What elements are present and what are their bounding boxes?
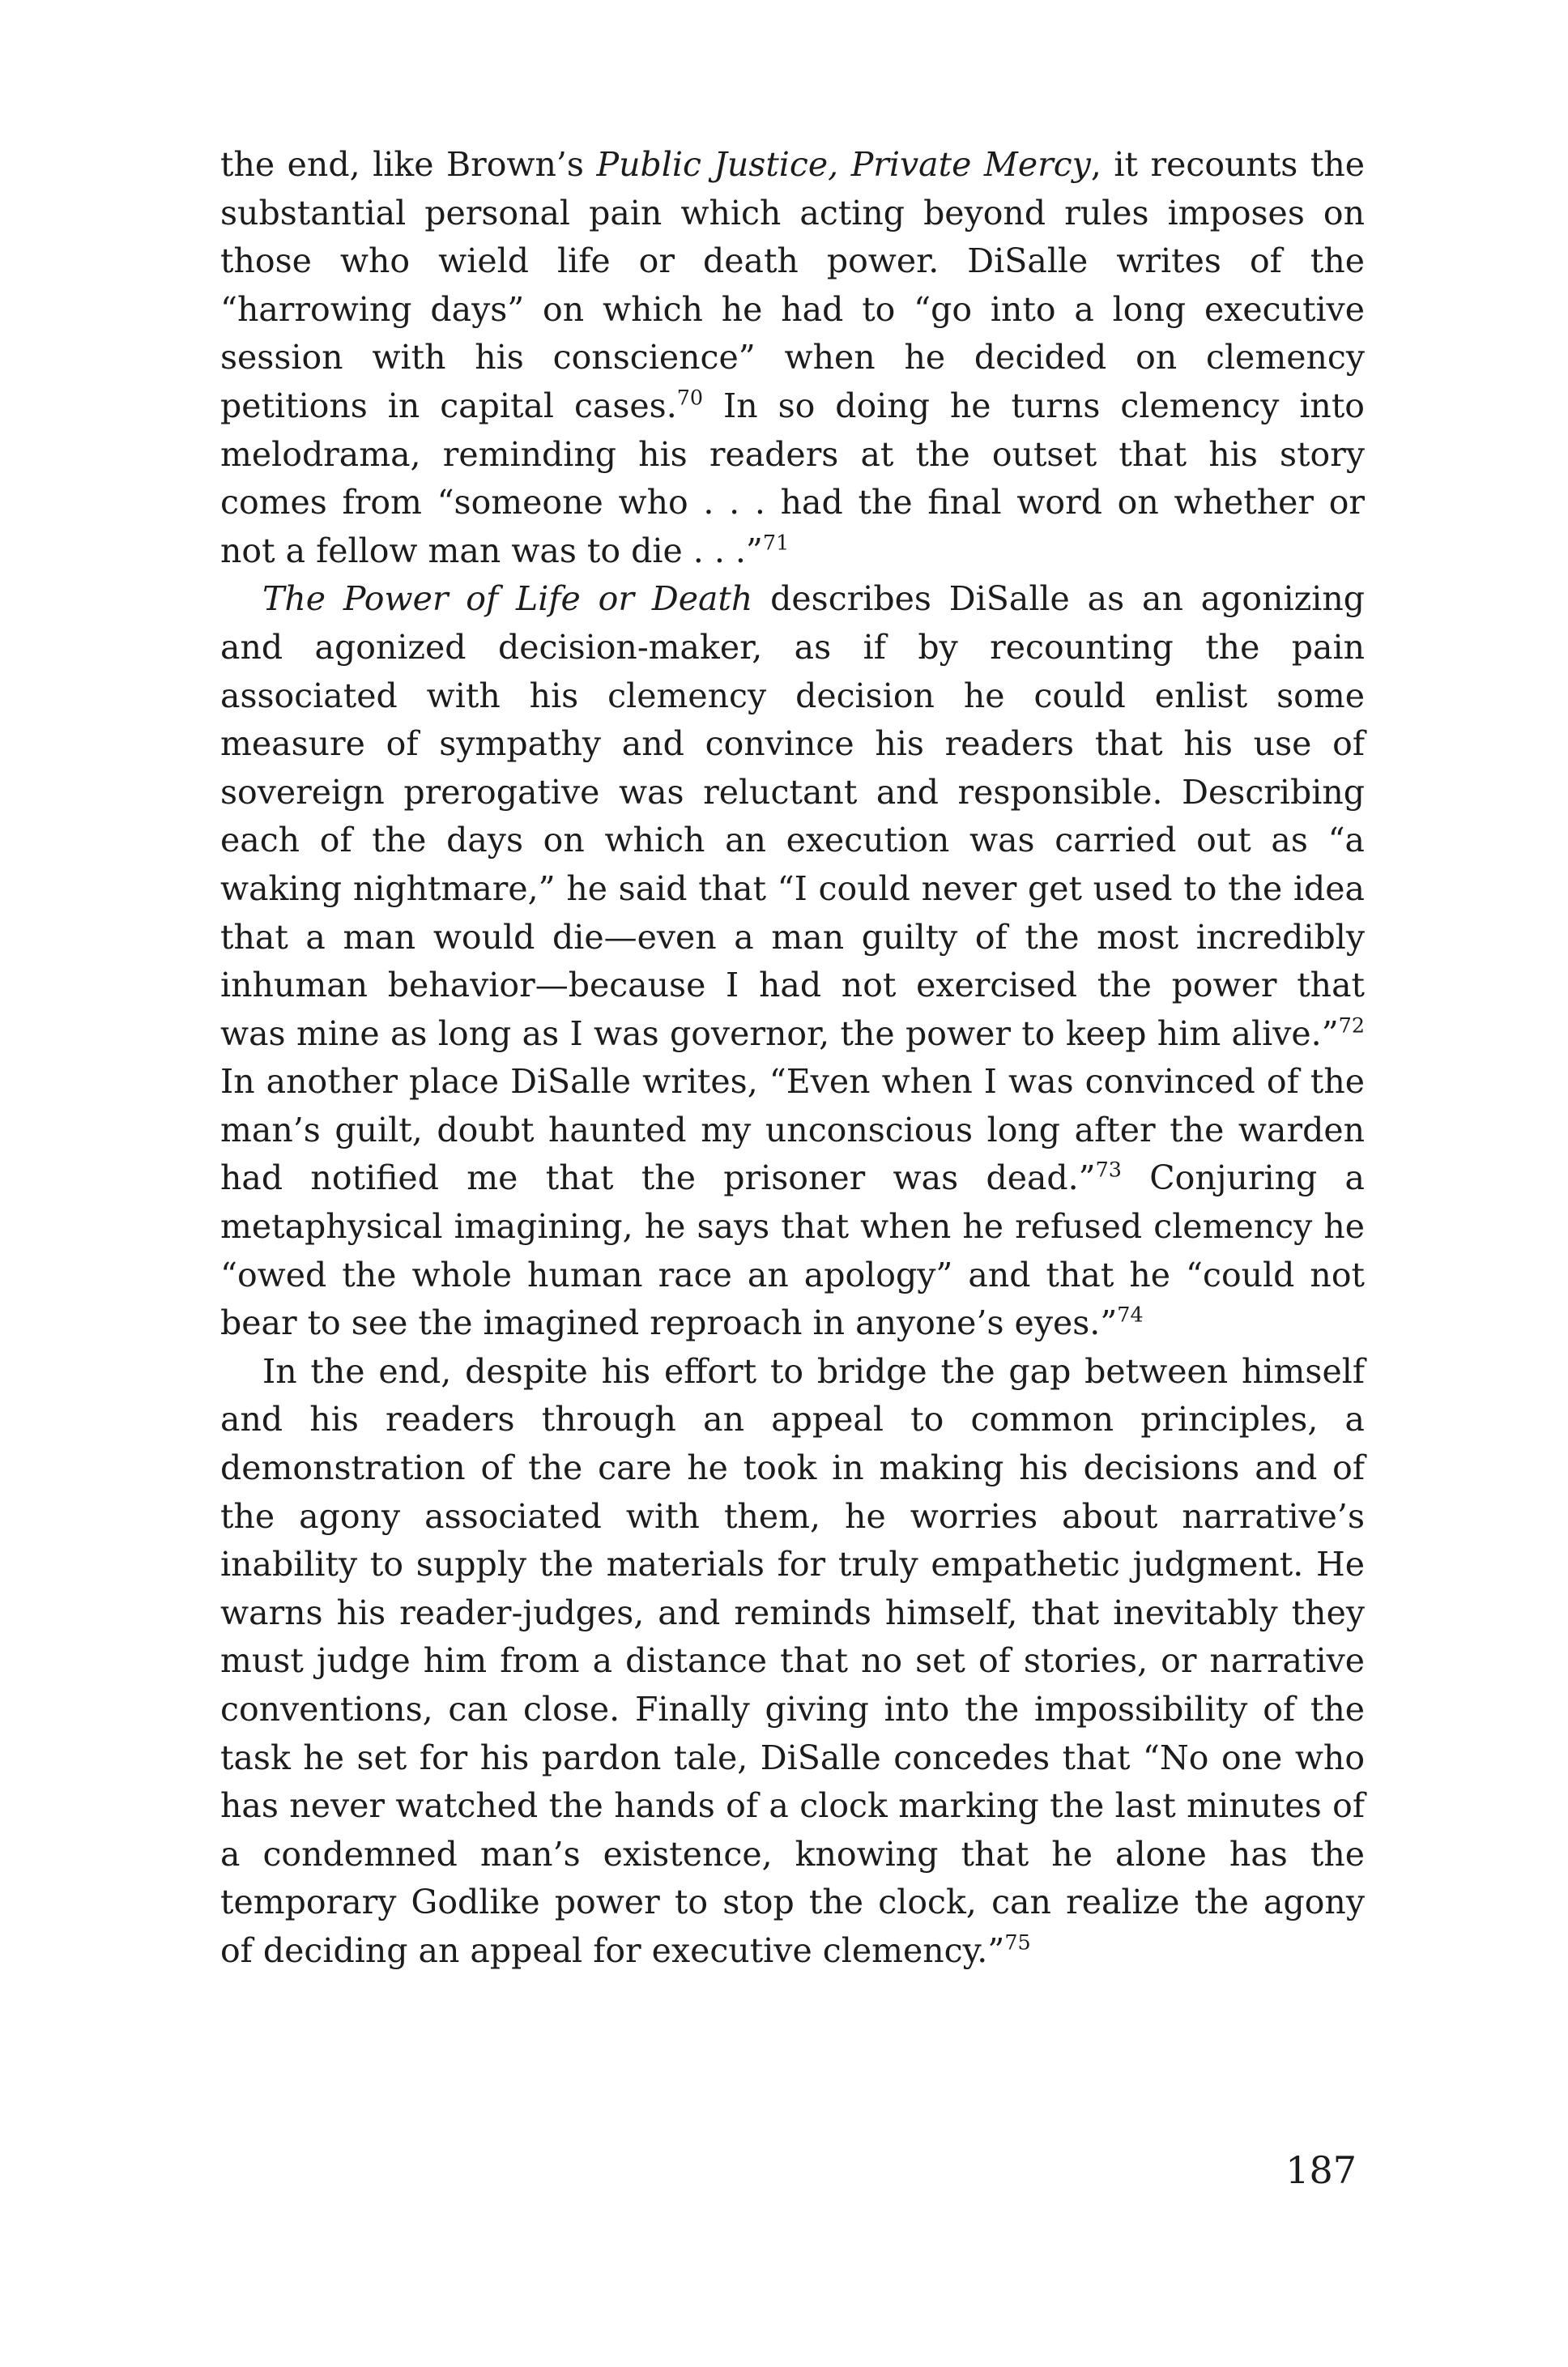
text-run: Conjuring a metaphysical imagining, he says that when he refused clemency he “owed the whole human race an apology” and that he “could not bear to see the imagined reproach in anyone’s eyes.” bbox=[220, 1158, 1365, 1343]
text-run: In another place DiSalle writes, “Even when I was convinced of the man’s guilt, doubt haunted my unconscious long after the warden had notified me that the prisoner was dead.” bbox=[220, 1062, 1365, 1198]
paragraph-2 bbox=[220, 575, 1365, 1348]
text-run: In so doing he turns clemency into melodrama, reminding his readers at the outset that his story comes from “someone who . . . had the final word on whether or not a fellow man was to die . . .” bbox=[220, 386, 1365, 570]
text-run: the end, like Brown’s bbox=[220, 145, 597, 184]
footnote-ref-73: 73 bbox=[1095, 1157, 1122, 1182]
paragraph-1 bbox=[220, 141, 1365, 575]
paragraph-3 bbox=[220, 1348, 1365, 1976]
footnote-ref-72: 72 bbox=[1338, 1012, 1365, 1037]
footnote-ref-74: 74 bbox=[1117, 1302, 1144, 1327]
book-title-power-of-life-or-death: The Power of Life or Death bbox=[262, 579, 753, 619]
footnote-ref-70: 70 bbox=[676, 385, 704, 410]
text-run: In the end, despite his effort to bridge the gap between himself and his readers through an appeal to common principles, a demonstration of the care he took in making his decisions and of the agony associated with them, he worries about narrative’s inability to supply the materials for truly empathetic judgment. He warns his reader-judges, and reminds himself, that inevitably they must judge him from a distance that no set of stories, or narrative conventions, can close. Finally giving into the impossibility of the task he set for his pardon tale, DiSalle concedes that “No one who has never watched the hands of a clock marking the last minutes of a condemned man’s existence, knowing that he alone has the temporary Godlike power to stop the clock, can realize the agony of deciding an appeal for executive clemency.” bbox=[220, 1351, 1365, 1970]
body-text bbox=[220, 141, 1365, 1976]
footnote-ref-75: 75 bbox=[1004, 1930, 1031, 1955]
text-run: describes DiSalle as an agonizing and agonized decision-maker, as if by recounting the pain associated with his clemency decision he could enlist some measure of sympathy and convince his readers that his use of sovereign prerogative was reluctant and responsible. Describing each of the days on which an execution was carried out as “a waking nightmare,” he said that “I could never get used to the idea that a man would die—even a man guilty of the most incredibly inhuman behavior—because I had not exercised the power that was mine as long as I was governor, the power to keep him alive.” bbox=[220, 579, 1365, 1053]
text-run: , it recounts the substantial personal pain which acting beyond rules imposes on those who wield life or death power. DiSalle writes of the “harrowing days” on which he had to “go into a long executive session with his conscience” when he decided on clemency petitions in capital cases. bbox=[220, 145, 1366, 425]
book-title-public-justice: Public Justice, Private Mercy bbox=[596, 145, 1091, 184]
page-number: 187 bbox=[1285, 2148, 1357, 2192]
footnote-ref-71: 71 bbox=[762, 530, 790, 554]
